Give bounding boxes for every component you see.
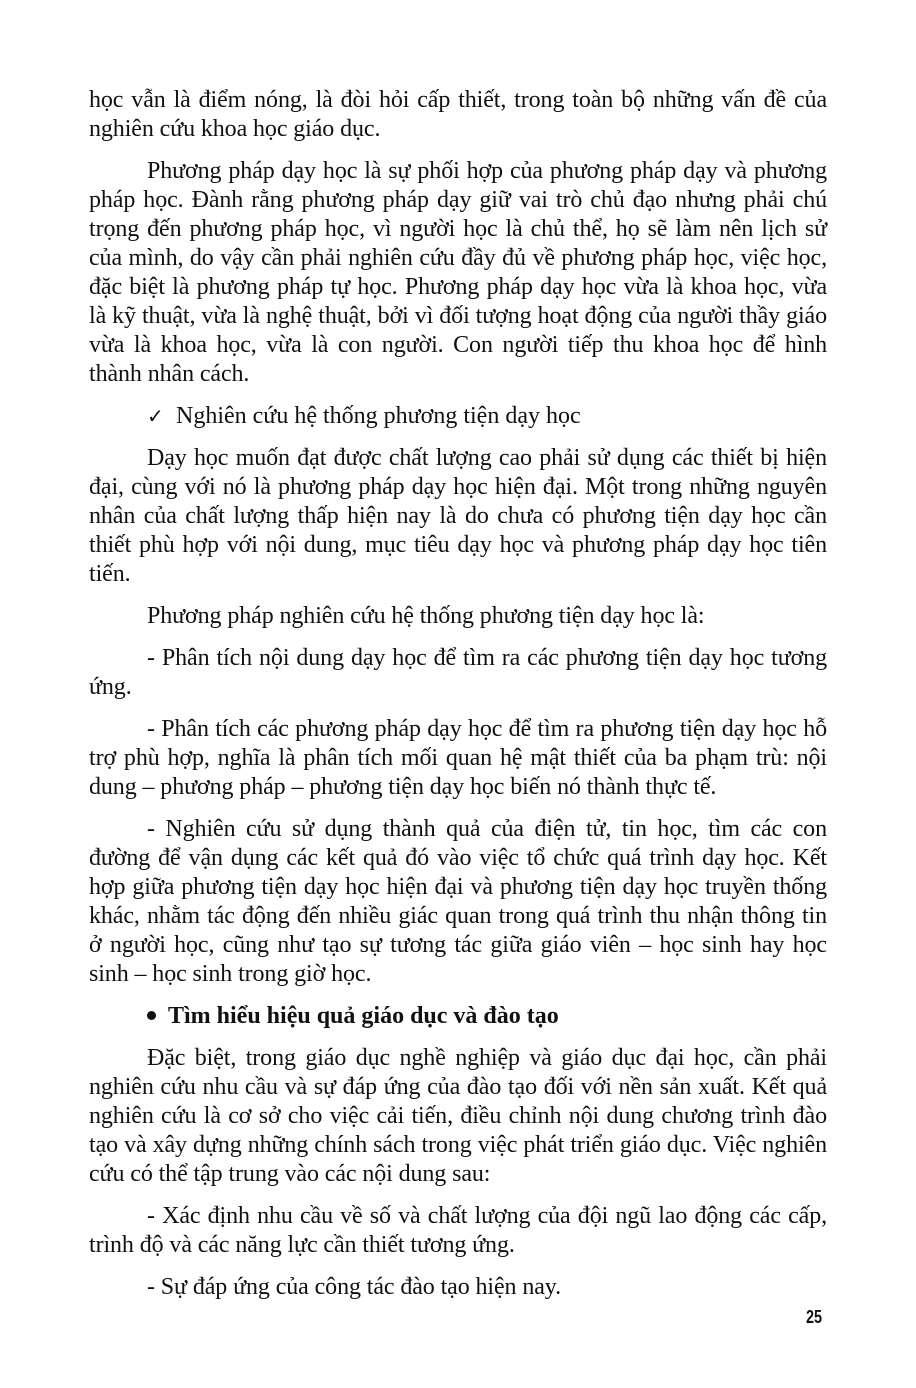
- check-item-teaching-equipment: [89, 402, 827, 431]
- body-text: [89, 86, 827, 1315]
- paragraph-vocational-education: Đặc biệt, trong giáo dục nghề nghiệp và giáo dục đại học, cần phải nghiên cứu nhu cầu và sự đáp ứng của đào tạo đối với nền sản xuất. Kết quả nghiên cứu là cơ sở cho việc cải tiến, điều chỉnh nội dung chương trình đào tạo và xây dựng những chính sách trong việc phát triển giáo dục. Việc nghiên cứu có thể tập trung vào các nội dung sau:: [89, 1045, 827, 1187]
- section-heading-label: Tìm hiểu hiệu quả giáo dục và đào tạo: [168, 1003, 559, 1029]
- list-item-training-response: - Sự đáp ứng của công tác đào tạo hiện nay.: [147, 1274, 562, 1300]
- paragraph-continuation: học vẫn là điểm nóng, là đòi hỏi cấp thiết, trong toàn bộ những vấn đề của nghiên cứu khoa học giáo dục.: [89, 87, 827, 142]
- checkmark-icon: ✓: [147, 404, 164, 428]
- list-item-analyze-methods: - Phân tích các phương pháp dạy học để tìm ra phương tiện dạy học hỗ trợ phù hợp, nghĩa là phân tích mối quan hệ mật thiết của ba phạm trù: nội dung – phương pháp – phương tiện dạy học biến nó thành thực tế.: [89, 716, 827, 800]
- bullet-dot-icon: [147, 1011, 156, 1020]
- list-item-electronics-it: - Nghiên cứu sử dụng thành quả của điện tử, tin học, tìm các con đường để vận dụng các kết quả đó vào việc tổ chức quá trình dạy học. Kết hợp giữa phương tiện dạy học hiện đại và phương tiện dạy học truyền thống khác, nhằm tác động đến nhiều giác quan trong quá trình thu nhận thông tin ở người học, cũng như tạo sự tương tác giữa giáo viên – học sinh hay học sinh – học sinh trong giờ học.: [89, 816, 827, 987]
- list-item-workforce-needs: - Xác định nhu cầu về số và chất lượng của đội ngũ lao động các cấp, trình độ và các năng lực cần thiết tương ứng.: [89, 1203, 827, 1258]
- paragraph-modern-equipment: Dạy học muốn đạt được chất lượng cao phải sử dụng các thiết bị hiện đại, cùng với nó là phương pháp dạy học hiện đại. Một trong những nguyên nhân của chất lượng thấp hiện nay là do chưa có phương tiện dạy học cần thiết phù hợp với nội dung, mục tiêu dạy học và phương pháp dạy học tiên tiến.: [89, 445, 827, 587]
- paragraph-teaching-methods: Phương pháp dạy học là sự phối hợp của phương pháp dạy và phương pháp học. Đành rằng phương pháp dạy giữ vai trò chủ đạo nhưng phải chú trọng đến phương pháp học, vì người học là chủ thể, họ sẽ làm nên lịch sử của mình, do vậy cần phải nghiên cứu đầy đủ về phương pháp học, việc học, đặc biệt là phương pháp tự học. Phương pháp dạy học vừa là khoa học, vừa là kỹ thuật, vừa là nghệ thuật, bởi vì đối tượng hoạt động của người thầy giáo vừa là khoa học, vừa là con người. Con người tiếp thu khoa học để hình thành nhân cách.: [89, 158, 827, 387]
- paragraph-research-method-intro: Phương pháp nghiên cứu hệ thống phương tiện dạy học là:: [147, 603, 705, 629]
- list-item-analyze-content: - Phân tích nội dung dạy học để tìm ra các phương tiện dạy học tương ứng.: [89, 645, 827, 700]
- section-heading-education-effectiveness: [89, 1002, 827, 1031]
- check-item-label: Nghiên cứu hệ thống phương tiện dạy học: [176, 403, 581, 429]
- page-number: 25: [806, 1307, 823, 1327]
